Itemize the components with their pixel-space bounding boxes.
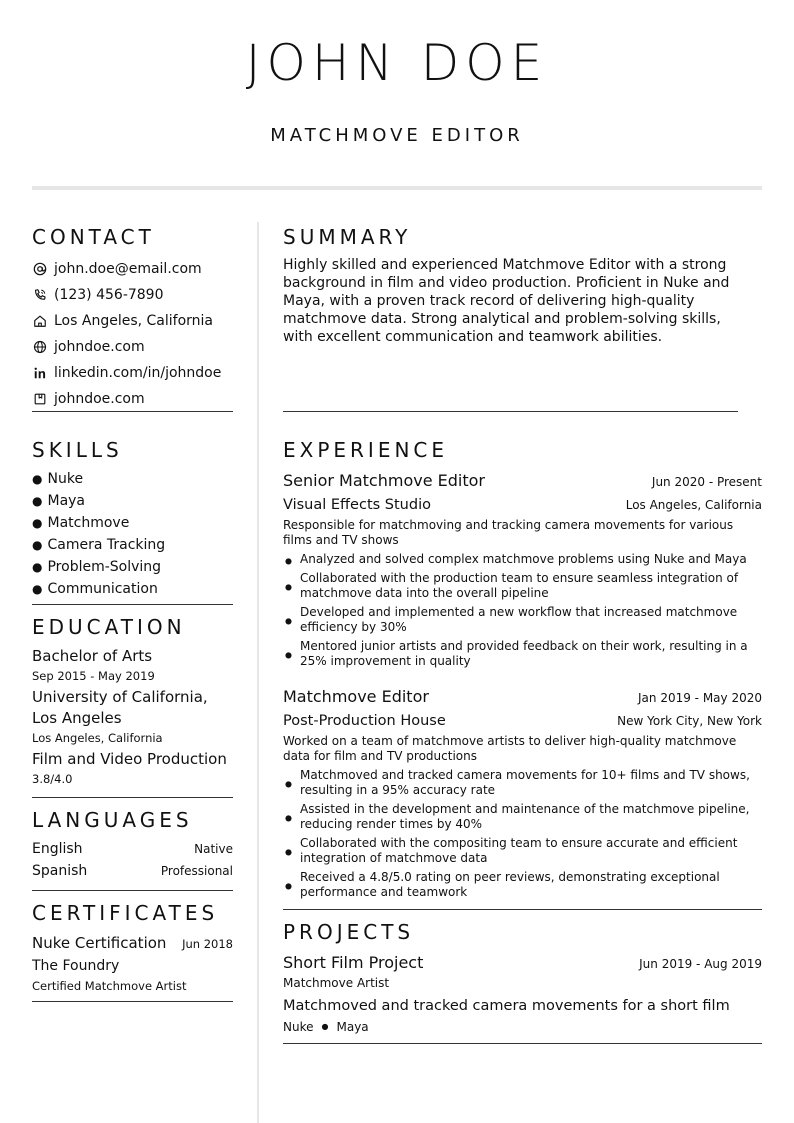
job-bullet: ● Received a 4.8/5.0 rating on peer reviews, demonstrating exceptional performance and teamwork (283, 870, 762, 900)
column-divider (257, 222, 259, 1123)
job-bullet: ● Matchmoved and tracked camera movements for 10+ films and TV shows, resulting in a 95% accuracy rate (283, 768, 762, 798)
certificates-divider (32, 1001, 233, 1002)
job-role: MATCHMOVE EDITOR (270, 125, 524, 146)
certificate-date: Jun 2018 (182, 937, 233, 951)
skill-item: ● Camera Tracking (32, 537, 166, 553)
project-title: Short Film Project (283, 953, 424, 972)
project-dates: Jun 2019 - Aug 2019 (639, 957, 762, 971)
job-title: Matchmove Editor (283, 687, 429, 706)
job-dates: Jan 2019 - May 2020 (638, 691, 762, 705)
contact-linkedin[interactable] (32, 360, 233, 386)
certificate-name: Nuke Certification (32, 934, 167, 952)
contact-location-text: Los Angeles, California (54, 313, 213, 329)
portfolio-icon (32, 391, 48, 407)
job-company: Visual Effects Studio (283, 497, 431, 513)
job-bullet: ● Developed and implemented a new workflow that increased matchmove efficiency by 30% (283, 605, 762, 635)
project-role: Matchmove Artist (283, 976, 390, 990)
tag-separator: ● (321, 1022, 329, 1031)
skill-item: ● Nuke (32, 471, 84, 487)
candidate-name: JOHN DOE (245, 34, 549, 92)
experience-heading: EXPERIENCE (283, 438, 449, 462)
education-heading: EDUCATION (32, 615, 186, 639)
contact-website[interactable] (32, 334, 233, 360)
job-bullet: ● Analyzed and solved complex matchmove problems using Nuke and Maya (283, 552, 762, 567)
education-school: University of California, Los Angeles (32, 688, 208, 727)
skill-item: ● Problem-Solving (32, 559, 162, 575)
job-entry (283, 685, 762, 904)
projects-heading: PROJECTS (283, 920, 415, 944)
contact-phone[interactable] (32, 282, 233, 308)
education-gpa: 3.8/4.0 (32, 772, 73, 786)
globe-icon (32, 339, 48, 355)
experience-divider (283, 909, 762, 910)
certificates-heading: CERTIFICATES (32, 901, 219, 925)
language-level: Native (194, 842, 233, 856)
job-bullets (283, 768, 762, 900)
project-tools (283, 1018, 762, 1036)
education-dates: Sep 2015 - May 2019 (32, 669, 155, 683)
contact-location (32, 308, 233, 334)
contact-email-text: john.doe@email.com (54, 261, 202, 277)
skills-divider (32, 604, 233, 605)
contact-list (32, 256, 233, 412)
summary-divider (283, 411, 738, 412)
language-name: Spanish (32, 863, 88, 879)
project-tool: Nuke (283, 1020, 314, 1034)
job-bullet: ● Assisted in the development and maintenance of the matchmove pipeline, reducing render times by 40% (283, 802, 762, 832)
contact-phone-text: (123) 456-7890 (54, 287, 164, 303)
certificate-entry (32, 932, 233, 994)
job-location: Los Angeles, California (625, 498, 762, 512)
language-row (32, 838, 233, 860)
skill-item: ● Matchmove (32, 515, 130, 531)
project-tool: Maya (336, 1020, 369, 1034)
contact-email[interactable] (32, 256, 233, 282)
at-icon (32, 261, 48, 277)
education-degree: Bachelor of Arts (32, 647, 153, 665)
education-location: Los Angeles, California (32, 731, 163, 745)
job-bullet: ● Collaborated with the compositing team to ensure accurate and efficient integration of matchmove data (283, 836, 762, 866)
education-divider (32, 797, 233, 798)
job-bullets (283, 552, 762, 669)
project-description: Matchmoved and tracked camera movements for a short film (283, 998, 730, 1014)
summary-text: Highly skilled and experienced Matchmove Editor with a strong background in film and video production. Proficient in Nuke and Maya, with a proven track record of delivering high-quality matchmove data. Strong analytical and problem-solving skills, with excellent communication and teamwork abilities. (283, 257, 730, 345)
linkedin-icon (32, 365, 48, 381)
certificate-issuer: The Foundry (32, 958, 120, 974)
phone-icon (32, 287, 48, 303)
language-level: Professional (160, 864, 233, 878)
contact-portfolio[interactable] (32, 386, 233, 412)
job-dates: Jun 2020 - Present (651, 475, 762, 489)
languages-heading: LANGUAGES (32, 808, 193, 832)
contact-heading: CONTACT (32, 225, 155, 249)
projects-divider (283, 1043, 762, 1044)
job-bullet: ● Collaborated with the production team to ensure seamless integration of matchmove data into the overall pipeline (283, 571, 762, 601)
job-description: Responsible for matchmoving and tracking camera movements for various films and TV shows (283, 518, 734, 547)
contact-linkedin-text: linkedin.com/in/johndoe (54, 365, 222, 381)
contact-portfolio-text: johndoe.com (54, 391, 145, 407)
job-bullet: ● Mentored junior artists and provided feedback on their work, resulting in a 25% improvement in quality (283, 639, 762, 669)
education-field: Film and Video Production (32, 750, 227, 768)
language-name: English (32, 841, 83, 857)
project-entry (283, 951, 762, 1036)
job-description: Worked on a team of matchmove artists to deliver high-quality matchmove data for film and TV productions (283, 734, 737, 763)
skill-item: ● Communication (32, 581, 158, 597)
summary-heading: SUMMARY (283, 225, 412, 249)
home-icon (32, 313, 48, 329)
job-entry (283, 469, 762, 673)
header-divider (32, 186, 762, 190)
education-entry (32, 646, 233, 788)
skills-list (32, 468, 233, 600)
languages-list (32, 838, 233, 882)
job-location: New York City, New York (617, 714, 762, 728)
job-company: Post-Production House (283, 713, 446, 729)
job-title: Senior Matchmove Editor (283, 471, 485, 490)
skills-heading: SKILLS (32, 438, 123, 462)
languages-divider (32, 890, 233, 891)
skill-item: ● Maya (32, 493, 86, 509)
language-row (32, 860, 233, 882)
certificate-subtitle: Certified Matchmove Artist (32, 979, 187, 993)
contact-divider (32, 411, 233, 412)
contact-website-text: johndoe.com (54, 339, 145, 355)
